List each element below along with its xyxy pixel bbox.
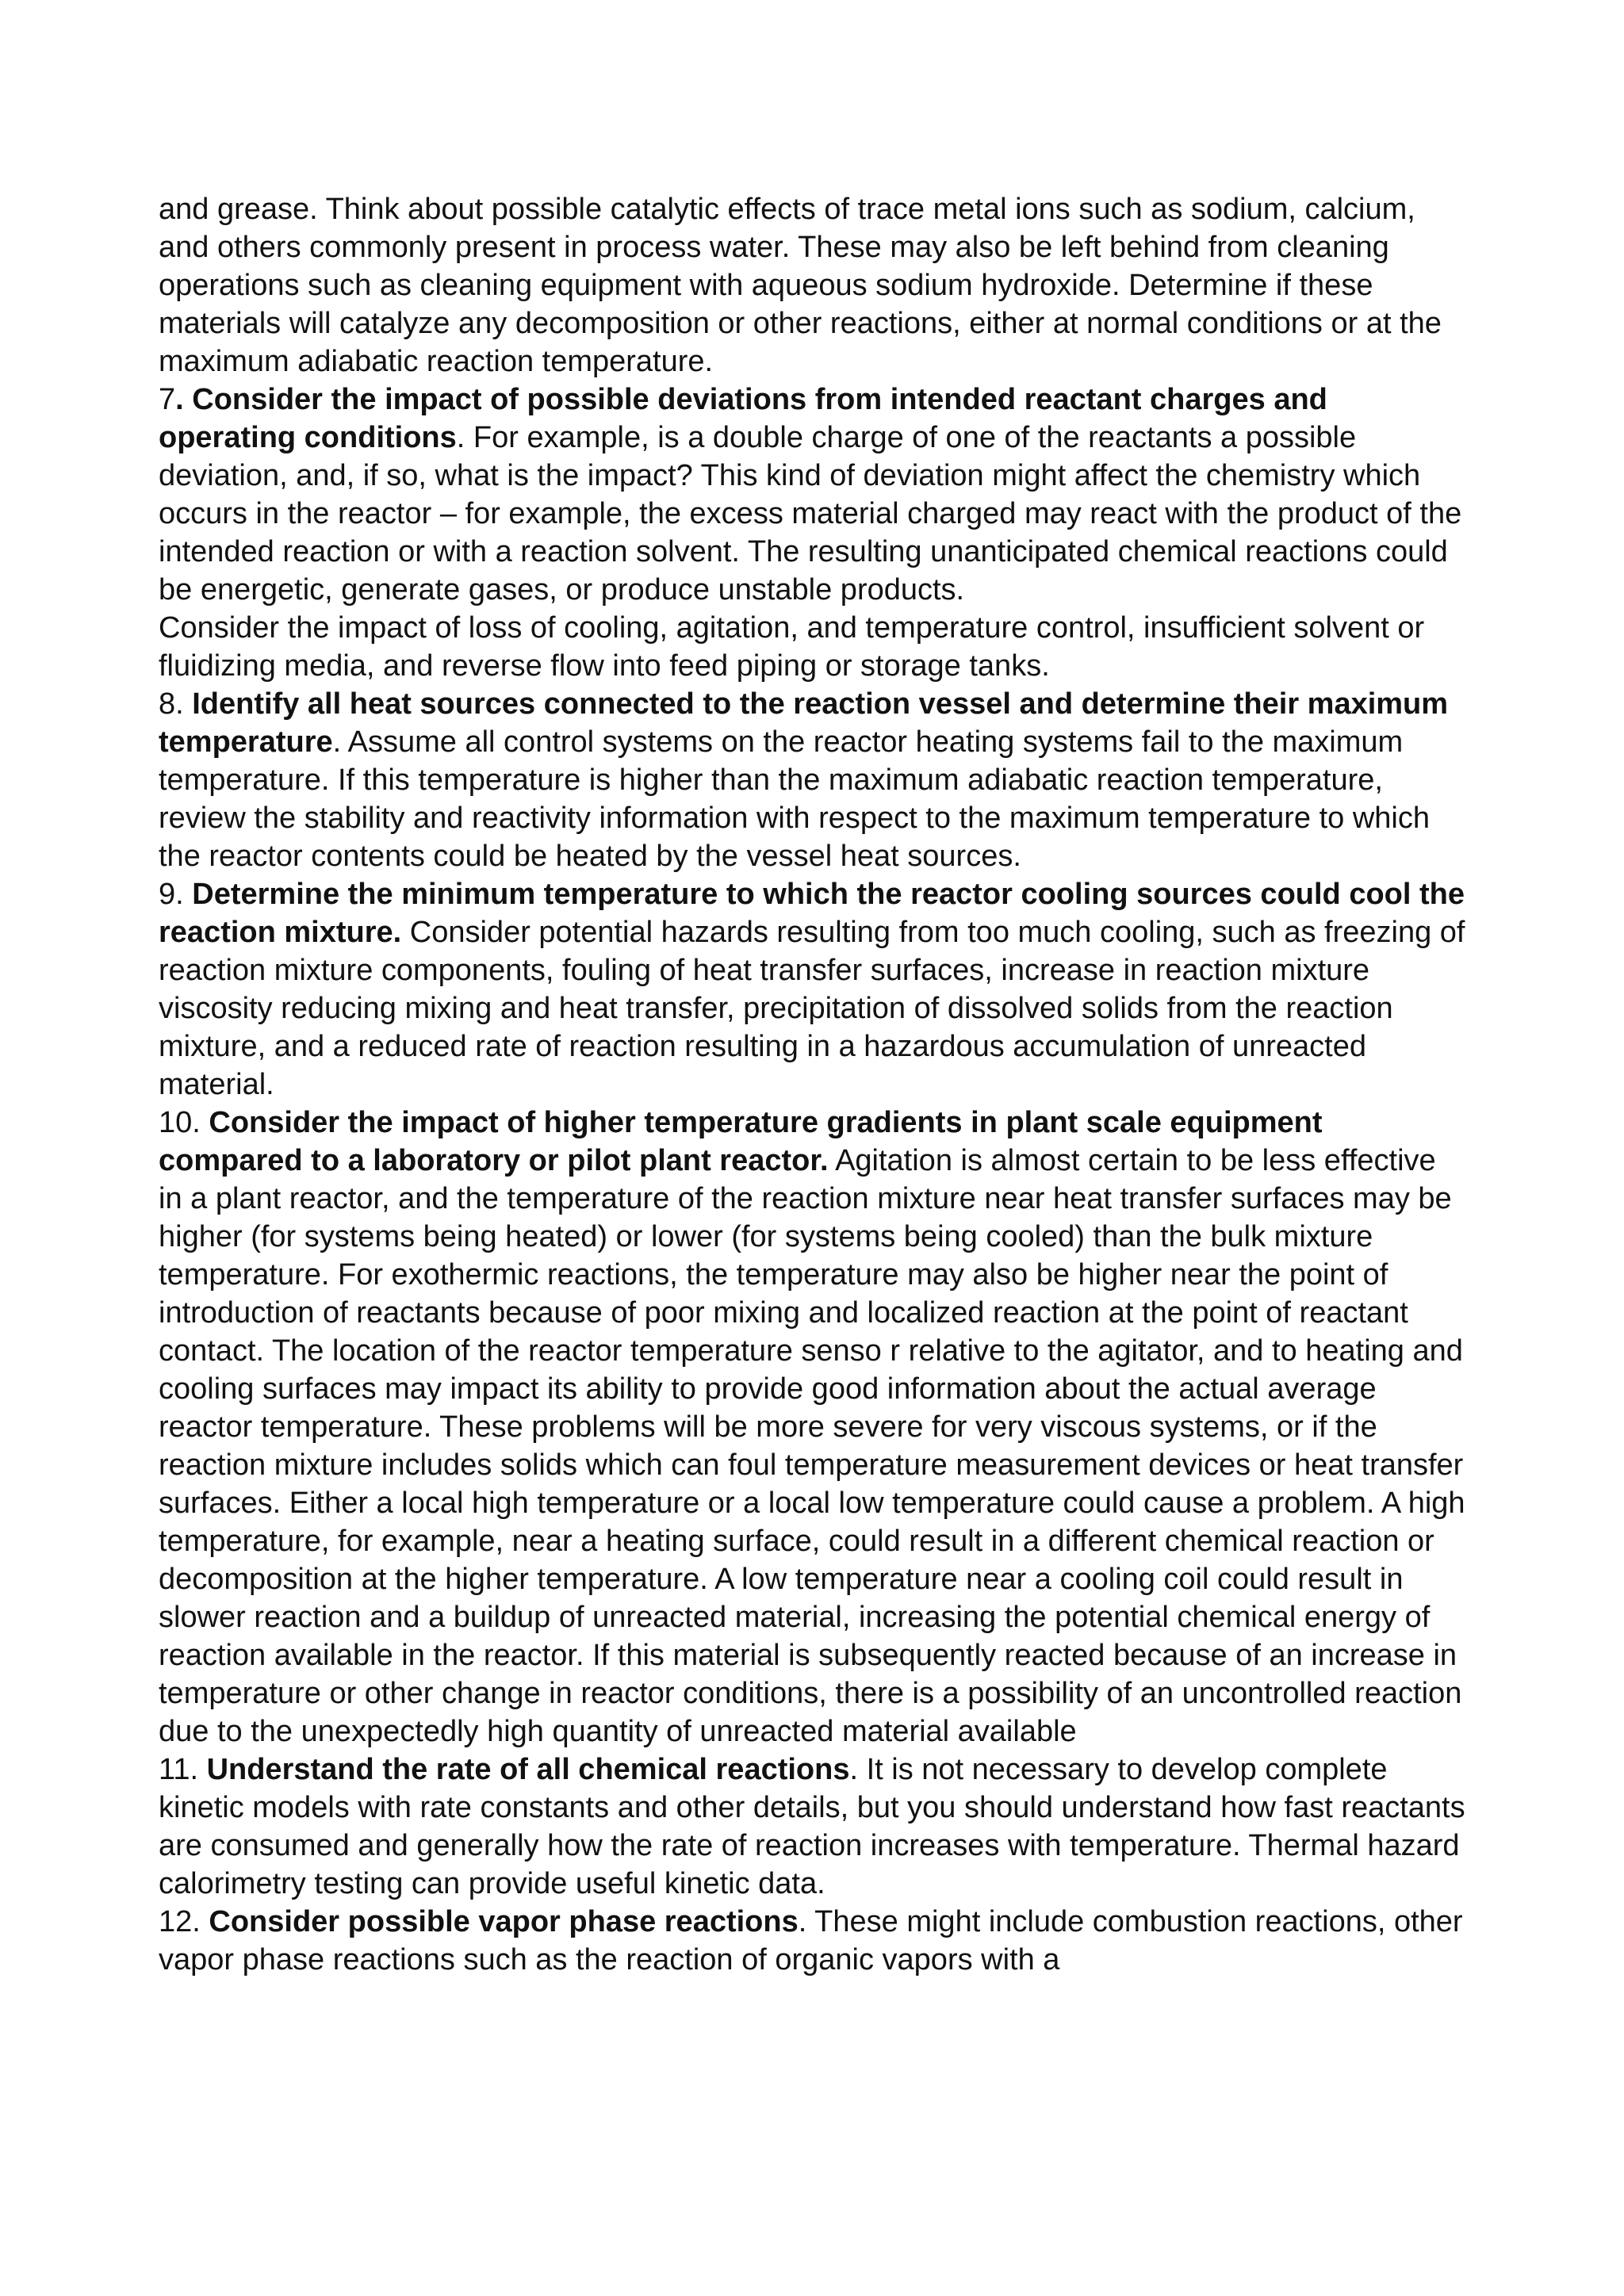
item-lead: Determine the minimum temperature to which the reactor cooling sources could cool the reaction mixture. xyxy=(159,878,1465,949)
list-item-9 xyxy=(159,875,1467,1104)
item-body: . For example, is a double charge of one of the reactants a possible deviation, and, if so, what is the impact? This kind of deviation might affect the chemistry which occurs in the reactor – for example, the excess material charged may react with the product of the intended reaction or with a reaction solvent. The resulting unanticipated chemical reactions could be energetic, generate gases, or produce unstable products. xyxy=(159,421,1462,607)
item-number: 12. xyxy=(159,1905,209,1938)
list-item-7 xyxy=(159,381,1467,609)
item-lead: Understand the rate of all chemical reactions xyxy=(206,1753,850,1786)
intro-paragraph: and grease. Think about possible catalytic effects of trace metal ions such as sodium, calcium, and others commonly present in process water. These may also be left behind from cleaning operations such as cleaning equipment with aqueous sodium hydroxide. Determine if these materials will catalyze any decomposition or other reactions, either at normal conditions or at the maximum adiabatic reaction temperature. xyxy=(159,193,1442,378)
item-lead: . Consider the impact of possible deviations from intended reactant charges and operating conditions xyxy=(159,383,1327,454)
item-body: Agitation is almost certain to be less effective in a plant reactor, and the temperature of the reaction mixture near heat transfer surfaces may be higher (for systems being heated) or lower (for systems being cooled) than the bulk mixture temperature. For exothermic reactions, the temperature may also be higher near the point of introduction of reactants because of poor mixing and localized reaction at the point of reactant contact. The location of the reactor temperature senso r relative to the agitator, and to heating and cooling surfaces may impact its ability to provide good information about the actual average reactor temperature. These problems will be more severe for very viscous systems, or if the reaction mixture includes solids which can foul temperature measurement devices or heat transfer surfaces. Either a local high temperature or a local low temperature could cause a problem. A high temperature, for example, near a heating surface, could result in a different chemical reaction or decomposition at the higher temperature. A low temperature near a cooling coil could result in slower reaction and a buildup of unreacted material, increasing the potential chemical energy of reaction available in the reactor. If this material is subsequently reacted because of an increase in temperature or other change in reactor conditions, there is a possibility of an uncontrolled reaction due to the unexpectedly high quantity of unreacted material available xyxy=(159,1144,1465,1748)
item-body: Consider potential hazards resulting from too much cooling, such as freezing of reaction mixture components, fouling of heat transfer surfaces, increase in reaction mixture viscosity reducing mixing and heat transfer, precipitation of dissolved solids from the reaction mixture, and a reduced rate of reaction resulting in a hazardous accumulation of unreacted material. xyxy=(159,916,1465,1101)
item-lead: Consider possible vapor phase reactions xyxy=(209,1905,799,1938)
item-number: 10. xyxy=(159,1106,209,1139)
item-7-extra-paragraph: Consider the impact of loss of cooling, agitation, and temperature control, insufficient solvent or fluidizing media, and reverse flow into feed piping or storage tanks. xyxy=(159,611,1425,683)
item-number: 9. xyxy=(159,878,193,911)
item-number: 8. xyxy=(159,687,193,721)
item-body: . It is not necessary to develop complete kinetic models with rate constants and other details, but you should understand how fast reactants are consumed and generally how the rate of reaction increases with temperature. Thermal hazard calorimetry testing can provide useful kinetic data. xyxy=(159,1753,1465,1900)
item-number: 7 xyxy=(159,383,176,416)
list-item-11 xyxy=(159,1751,1467,1903)
item-lead: Identify all heat sources connected to the reaction vessel and determine their maximum temperature xyxy=(159,687,1449,759)
list-item-8 xyxy=(159,685,1467,875)
list-item-12 xyxy=(159,1903,1467,1979)
list-item-10 xyxy=(159,1104,1467,1751)
document-page xyxy=(159,190,1467,1979)
item-number: 11. xyxy=(159,1753,207,1786)
item-lead: Consider the impact of higher temperature gradients in plant scale equipment compared to a laboratory or pilot plant reactor. xyxy=(159,1106,1323,1177)
item-body: . These might include combustion reactions, other vapor phase reactions such as the reaction of organic vapors with a xyxy=(159,1905,1463,1976)
item-body: . Assume all control systems on the reactor heating systems fail to the maximum temperature. If this temperature is higher than the maximum adiabatic reaction temperature, review the stability and reactivity information with respect to the maximum temperature to which the reactor contents could be heated by the vessel heat sources. xyxy=(159,725,1430,873)
